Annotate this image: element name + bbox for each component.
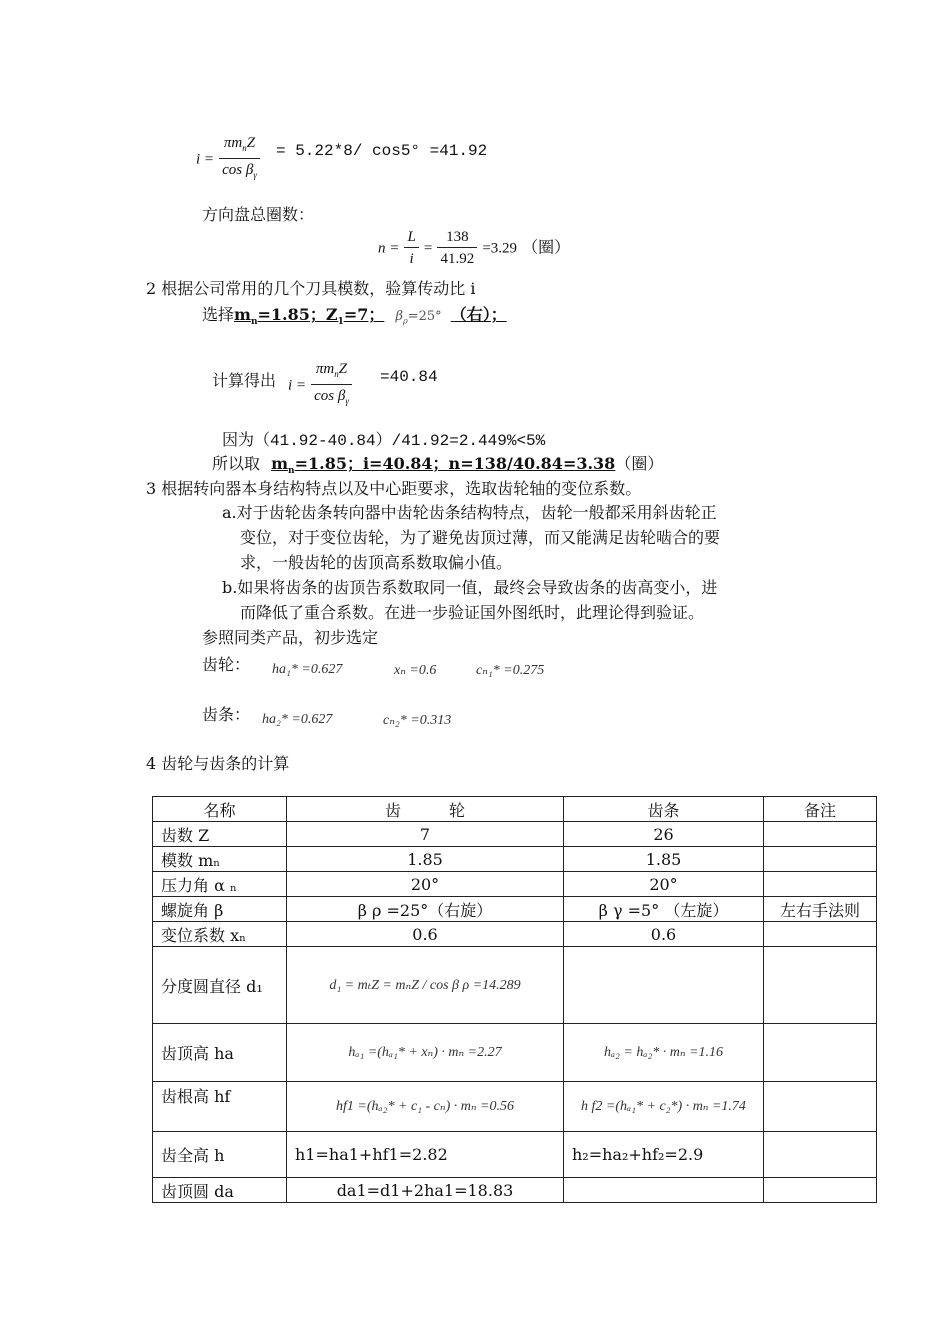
table-cell: da1=d1+2ha1=18.83	[287, 1178, 564, 1203]
turns-lhs: n =	[378, 240, 400, 257]
table-row	[153, 872, 877, 897]
turns-frac-2	[437, 228, 477, 268]
formula-i-block	[196, 134, 260, 184]
so-m: m	[271, 454, 289, 473]
table-row	[153, 1024, 877, 1082]
table-cell	[764, 847, 877, 872]
formula-i-num: πm	[223, 135, 243, 151]
para-a-line-3: 求，一般齿轮的齿顶高系数取偏小值。	[240, 553, 513, 572]
turns-eq: =	[423, 240, 433, 257]
table-cell: 0.6	[287, 922, 564, 947]
choose-beta	[395, 309, 441, 324]
rack-value-cn: cₙ₂* =0.313	[383, 713, 452, 728]
turns-num2: 138	[437, 228, 477, 248]
table-cell: 齿根高 hf	[153, 1082, 287, 1132]
turns-num1: L	[404, 228, 418, 248]
calc-num-sub: n	[334, 369, 339, 379]
table-cell	[764, 922, 877, 947]
table-cell: hf1 =(hₐ₂* + c₁ - cₙ) · mₙ =0.56	[287, 1082, 564, 1132]
calc-formula	[288, 360, 352, 410]
table-cell: hₐ₂ = hₐ₂* · mₙ =1.16	[564, 1024, 764, 1082]
turns-label: 方向盘总圈数：	[202, 205, 315, 224]
calc-num-tail: Z	[338, 361, 348, 377]
table-cell: 齿顶高 ha	[153, 1024, 287, 1082]
turns-den2: 41.92	[440, 251, 475, 267]
para-b-line-2: 而降低了重合系数。在进一步验证国外图纸时，此理论得到验证。	[240, 603, 705, 622]
table-cell: d₁ = mₜZ = mₙZ / cos β ρ =14.289	[287, 947, 564, 1024]
gear-rack-table	[152, 796, 877, 1203]
table-cell: 26	[564, 822, 764, 847]
table-cell: 1.85	[287, 847, 564, 872]
table-header: 备注	[764, 797, 877, 822]
table-cell: h₂=ha₂+hf₂=2.9	[564, 1132, 764, 1178]
table-cell: 7	[287, 822, 564, 847]
table-header: 齿条	[564, 797, 764, 822]
turns-formula	[378, 228, 570, 268]
choose-beta-value: =25°	[407, 309, 442, 324]
gear-label: 齿轮：	[202, 655, 251, 674]
calc-fraction	[311, 360, 352, 410]
formula-i-den: cos β	[222, 162, 254, 178]
choose-m: m	[234, 305, 251, 324]
choose-direction: （右）；	[450, 305, 507, 324]
table-cell: 20°	[287, 872, 564, 897]
table-cell	[564, 947, 764, 1024]
formula-i-fraction	[219, 134, 260, 184]
gear-value-xn: xₙ =0.6	[394, 663, 437, 678]
table-cell: h f2 =(hₐ₁* + c₂*) · mₙ =1.74	[564, 1082, 764, 1132]
table-cell: β γ =5° （左旋）	[564, 897, 764, 922]
calc-den: cos β	[314, 388, 346, 404]
table-cell: 齿数 Z	[153, 822, 287, 847]
reference-line: 参照同类产品，初步选定	[202, 628, 379, 647]
para-a-line-2: 变位，对于变位齿轮，为了避免齿顶过薄，而又能满足齿轮啮合的要	[240, 528, 721, 547]
table-row	[153, 1082, 877, 1132]
turns-frac-1	[404, 228, 418, 268]
formula-i-lhs: i =	[196, 151, 215, 168]
para-b-line-1: b.如果将齿条的齿顶告系数取同一值，最终会导致齿条的齿高变小，进	[222, 578, 718, 597]
table-cell	[764, 1178, 877, 1203]
table-cell: β ρ =25°（右旋）	[287, 897, 564, 922]
table-row	[153, 822, 877, 847]
table-cell: 20°	[564, 872, 764, 897]
formula-i-den-sub: γ	[253, 170, 257, 180]
table-row	[153, 897, 877, 922]
rack-label: 齿条：	[202, 705, 251, 724]
so-prefix: 所以取	[212, 454, 261, 473]
so-rest: =1.85；i=40.84；n=138/40.84=3.38	[294, 454, 616, 473]
table-cell: 左右手法则	[764, 897, 877, 922]
so-values	[271, 454, 616, 477]
section4-heading: 4 齿轮与齿条的计算	[146, 754, 290, 773]
choose-sub-1: 1	[337, 317, 344, 328]
turns-unit: （圈）	[522, 237, 571, 257]
choose-end: =7；	[343, 305, 385, 324]
table-cell: 1.85	[564, 847, 764, 872]
choose-beta-symbol: β	[395, 309, 403, 324]
choose-sub-n: n	[250, 317, 258, 328]
because-line: 因为（41.92-40.84）/41.92=2.449%<5%	[222, 432, 546, 450]
so-line	[212, 451, 663, 476]
choose-line	[202, 302, 507, 327]
table-header: 齿 轮	[287, 797, 564, 822]
calc-result: =40.84	[380, 368, 438, 386]
formula-i-num-sub: n	[242, 143, 247, 153]
table-cell: 齿顶圆 da	[153, 1178, 287, 1203]
table-cell	[764, 947, 877, 1024]
gear-value-ha: ha₁* =0.627	[272, 662, 343, 677]
gear-value-cn: cₙ₁* =0.275	[476, 663, 545, 678]
table-cell: 模数 mₙ	[153, 847, 287, 872]
table-cell	[764, 872, 877, 897]
table-row	[153, 1132, 877, 1178]
table-cell: 压力角 α ₙ	[153, 872, 287, 897]
so-sub: n	[288, 466, 295, 477]
turns-den1: i	[409, 251, 414, 267]
table-header: 名称	[153, 797, 287, 822]
turns-result: =3.29	[482, 240, 518, 257]
choose-module	[234, 305, 385, 328]
table-cell	[764, 1082, 877, 1132]
section2-heading: 2 根据公司常用的几个刀具模数，验算传动比 i	[146, 279, 476, 298]
calc-den-sub: γ	[345, 396, 349, 406]
so-unit: （圈）	[615, 454, 664, 473]
table-cell: h1=ha1+hf1=2.82	[287, 1132, 564, 1178]
table-cell: hₐ₁ =(hₐ₁* + xₙ) · mₙ =2.27	[287, 1024, 564, 1082]
para-a-line-1: a.对于齿轮齿条转向器中齿轮齿条结构特点，齿轮一般都采用斜齿轮正	[222, 503, 717, 522]
table-cell	[764, 1132, 877, 1178]
choose-beta-sub: ρ	[402, 316, 408, 326]
table-cell: 分度圆直径 d₁	[153, 947, 287, 1024]
table-cell: 变位系数 xₙ	[153, 922, 287, 947]
table-cell	[564, 1178, 764, 1203]
choose-mid: =1.85；Z	[257, 305, 338, 324]
table-header-row	[153, 797, 877, 822]
choose-prefix: 选择	[202, 305, 235, 324]
table-cell: 0.6	[564, 922, 764, 947]
table-cell	[764, 822, 877, 847]
section3-heading: 3 根据转向器本身结构特点以及中心距要求，选取齿轮轴的变位系数。	[146, 479, 642, 498]
formula-i-calc: = 5.22*8/ cos5° =41.92	[276, 142, 488, 160]
table-cell	[764, 1024, 877, 1082]
table-cell: 齿全高 h	[153, 1132, 287, 1178]
calc-lhs: i =	[288, 377, 307, 394]
table-row	[153, 947, 877, 1024]
calc-label: 计算得出	[212, 371, 277, 390]
table-row	[153, 922, 877, 947]
formula-i-num-tail: Z	[246, 135, 256, 151]
table-row	[153, 1178, 877, 1203]
rack-value-ha: ha₂* =0.627	[262, 712, 333, 727]
calc-num: πm	[315, 361, 335, 377]
table-cell: 螺旋角 β	[153, 897, 287, 922]
table-row	[153, 847, 877, 872]
